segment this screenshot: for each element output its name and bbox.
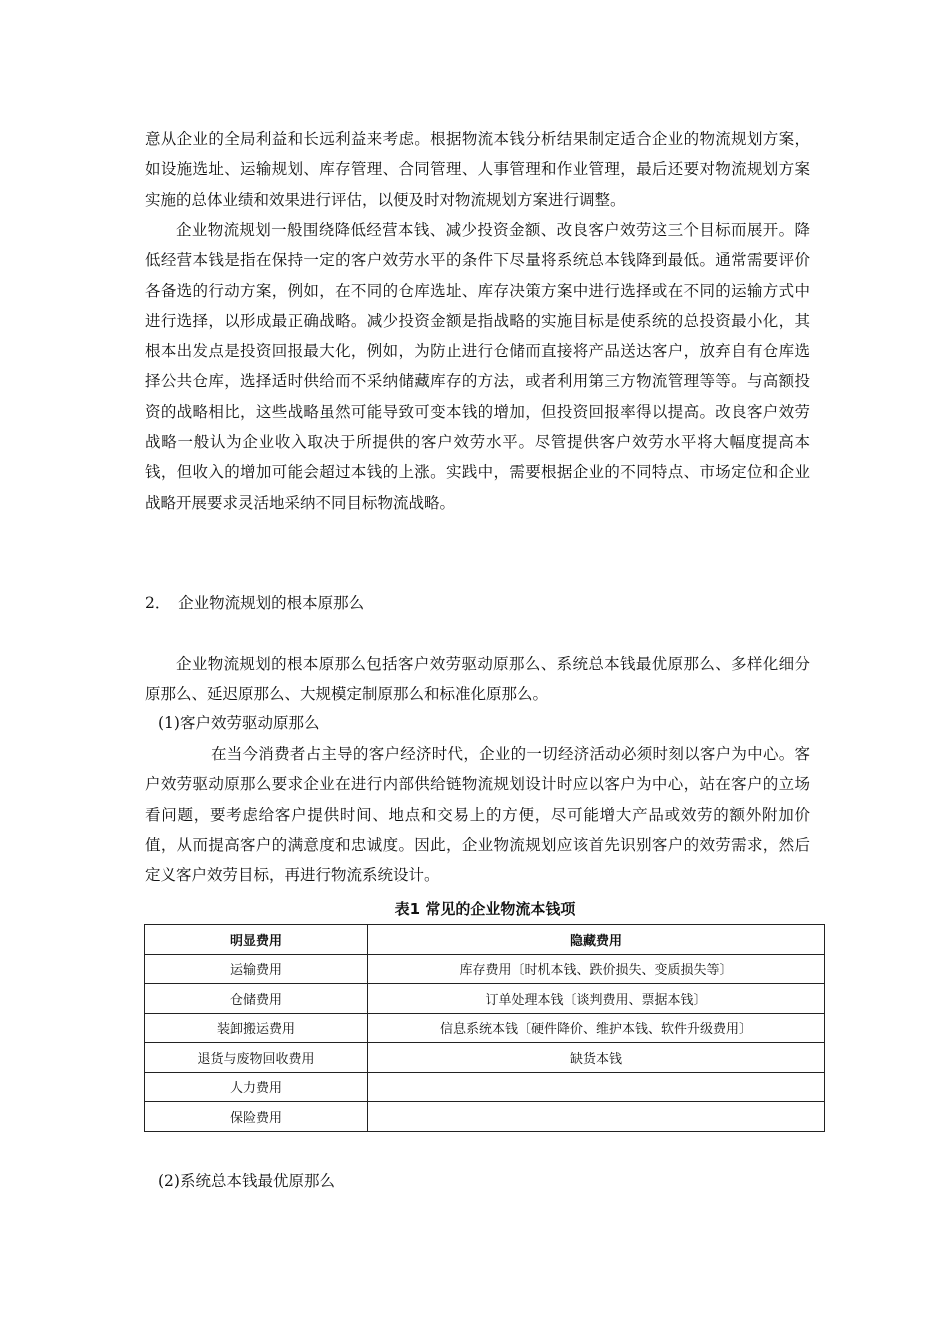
- body-paragraph: 企业物流规划一般围绕降低经营本钱、减少投资金额、改良客户效劳这三个目标而展开。降低经营本钱是指在保持一定的客户效劳水平的条件下尽量将系统总本钱降到最低。通常需要评价各备选的行动方案，例如，在不同的仓库选址、库存决策方案中进行选择或在不同的运输方式中进行选择，以形成最正确战略。减少投资金额是指战略的实施目标是使系统的总投资最小化，其根本出发点是投资回报最大化，例如，为防止进行仓储而直接将产品送达客户，放弃自有仓库选择公共仓库，选择适时供给而不采纳储藏库存的方法，或者利用第三方物流管理等等。与高额投资的战略相比，这些战略虽然可能导致可变本钱的增加，但投资回报率得以提高。改良客户效劳战略一般认为企业收入取决于所提供的客户效劳水平。尽管提供客户效劳水平将大幅度提高本钱，但收入的增加可能会超过本钱的上涨。实践中，需要根据企业的不同特点、市场定位和企业战略开展要求灵活地采纳不同目标物流战略。: [145, 221, 810, 512]
- table-cell: 缺货本钱: [368, 1043, 825, 1073]
- table-cell: [368, 1102, 825, 1132]
- table-cell: 运输费用: [145, 954, 368, 984]
- cost-items-table: [144, 924, 825, 1132]
- table-caption: 表1 常见的企业物流本钱项: [394, 900, 576, 918]
- table-cell: 信息系统本钱〔硬件降价、维护本钱、软件升级费用〕: [368, 1013, 825, 1043]
- section-heading: 2． 企业物流规划的根本原那么: [145, 594, 365, 612]
- table-row: [145, 1043, 825, 1073]
- table-row: [145, 1013, 825, 1043]
- column-header-visible-costs: 明显费用: [145, 925, 368, 955]
- body-paragraph: 企业物流规划的根本原那么包括客户效劳驱动原那么、系统总本钱最优原那么、多样化细分原那么、延迟原那么、大规模定制原那么和标准化原那么。: [145, 655, 810, 704]
- table-cell: 人力费用: [145, 1072, 368, 1102]
- body-paragraph: 意从企业的全局利益和长远利益来考虑。根据物流本钱分析结果制定适合企业的物流规划方案，如设施选址、运输规划、库存管理、合同管理、人事管理和作业管理，最后还要对物流规划方案实施的总体业绩和效果进行评估，以便及时对物流规划方案进行调整。: [145, 130, 810, 209]
- table-cell: 装卸搬运费用: [145, 1013, 368, 1043]
- column-header-hidden-costs: 隐藏费用: [368, 925, 825, 955]
- table-cell: 库存费用〔时机本钱、跌价损失、变质损失等〕: [368, 954, 825, 984]
- table-row: [145, 954, 825, 984]
- table-cell: 退货与废物回收费用: [145, 1043, 368, 1073]
- body-paragraph: 在当今消费者占主导的客户经济时代，企业的一切经济活动必须时刻以客户为中心。客户效劳驱动原那么要求企业在进行内部供给链物流规划设计时应以客户为中心，站在客户的立场看问题，要考虑给客户提供时间、地点和交易上的方便，尽可能增大产品或效劳的额外附加价值，从而提高客户的满意度和忠诚度。因此，企业物流规划应该首先识别客户的效劳需求，然后定义客户效劳目标，再进行物流系统设计。: [145, 745, 810, 885]
- subsection-heading: (2)系统总本钱最优原那么: [158, 1172, 335, 1190]
- table-cell: 订单处理本钱〔谈判费用、票据本钱〕: [368, 984, 825, 1014]
- table-cell: 仓储费用: [145, 984, 368, 1014]
- table-row: [145, 1102, 825, 1132]
- table-row: [145, 984, 825, 1014]
- table-row: [145, 1072, 825, 1102]
- table-cell: [368, 1072, 825, 1102]
- subsection-heading: (1)客户效劳驱动原那么: [158, 714, 320, 732]
- table-cell: 保险费用: [145, 1102, 368, 1132]
- table-header-row: [145, 925, 825, 955]
